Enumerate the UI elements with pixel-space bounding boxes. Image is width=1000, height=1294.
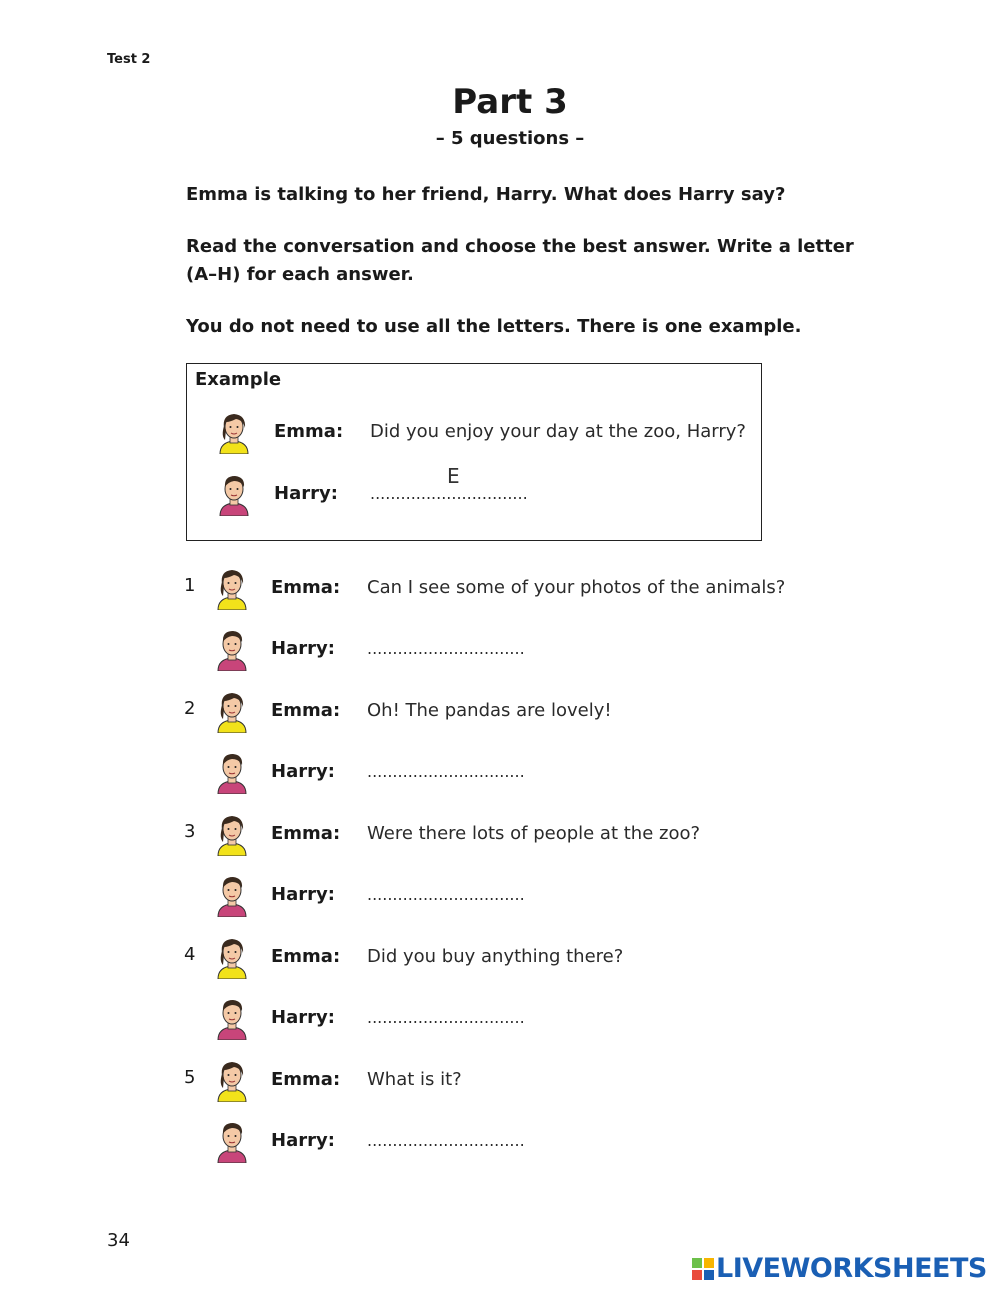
question-5-emma-row [0,1058,1000,1108]
example-title: Example [195,369,282,390]
question-number: 4 [184,944,196,965]
speaker-emma: Emma: [271,1069,341,1090]
instruction-context: Emma is talking to her friend, Harry. What does Harry say? [186,184,786,205]
liveworksheets-logo-icon [692,1258,714,1280]
question-number: 3 [184,821,196,842]
question-number: 2 [184,698,196,719]
question-1-harry-row [0,627,1000,677]
question-number: 5 [184,1067,196,1088]
question-4-emma-row [0,935,1000,985]
example-emma-row [0,410,1000,460]
speaker-emma: Emma: [274,421,344,442]
question-number: 1 [184,575,196,596]
boy-avatar-icon [212,750,252,794]
boy-avatar-icon [212,873,252,917]
girl-avatar-icon [212,566,252,610]
girl-avatar-icon [212,935,252,979]
emma-line: Oh! The pandas are lovely! [367,700,612,721]
question-3-emma-row [0,812,1000,862]
girl-avatar-icon [214,410,254,454]
question-2-emma-row [0,689,1000,739]
brand-text: LIVEWORKSHEETS [716,1253,987,1284]
emma-line: Were there lots of people at the zoo? [367,823,701,844]
speaker-harry: Harry: [271,1130,335,1151]
speaker-harry: Harry: [271,761,335,782]
boy-avatar-icon [212,627,252,671]
girl-avatar-icon [212,812,252,856]
answer-blank-2[interactable]: ............................... [367,762,525,781]
speaker-harry: Harry: [271,1007,335,1028]
question-2-harry-row [0,750,1000,800]
emma-line: Did you enjoy your day at the zoo, Harry? [370,421,746,442]
answer-blank-5[interactable]: ............................... [367,1131,525,1150]
emma-line: Did you buy anything there? [367,946,624,967]
page-number: 34 [107,1230,130,1251]
question-5-harry-row [0,1119,1000,1169]
speaker-emma: Emma: [271,946,341,967]
speaker-harry: Harry: [271,638,335,659]
instruction-note: You do not need to use all the letters. There is one example. [186,316,802,337]
part-title: Part 3 [452,82,568,122]
boy-avatar-icon [214,472,254,516]
example-harry-row [0,464,1000,522]
instruction-task: Read the conversation and choose the best answer. Write a letter (A–H) for each answer. [186,236,854,285]
girl-avatar-icon [212,689,252,733]
emma-line: Can I see some of your photos of the animals? [367,577,786,598]
speaker-emma: Emma: [271,823,341,844]
boy-avatar-icon [212,1119,252,1163]
example-answer-line: ............................... [370,484,528,503]
answer-blank-1[interactable]: ............................... [367,639,525,658]
speaker-harry: Harry: [271,884,335,905]
speaker-harry: Harry: [274,483,338,504]
answer-blank-4[interactable]: ............................... [367,1008,525,1027]
example-answer: E [447,464,460,488]
speaker-emma: Emma: [271,577,341,598]
boy-avatar-icon [212,996,252,1040]
girl-avatar-icon [212,1058,252,1102]
emma-line: What is it? [367,1069,462,1090]
answer-blank-3[interactable]: ............................... [367,885,525,904]
speaker-emma: Emma: [271,700,341,721]
part-subtitle: – 5 questions – [435,128,585,149]
question-4-harry-row [0,996,1000,1046]
test-label: Test 2 [107,52,151,67]
question-1-emma-row [0,566,1000,616]
question-3-harry-row [0,873,1000,923]
